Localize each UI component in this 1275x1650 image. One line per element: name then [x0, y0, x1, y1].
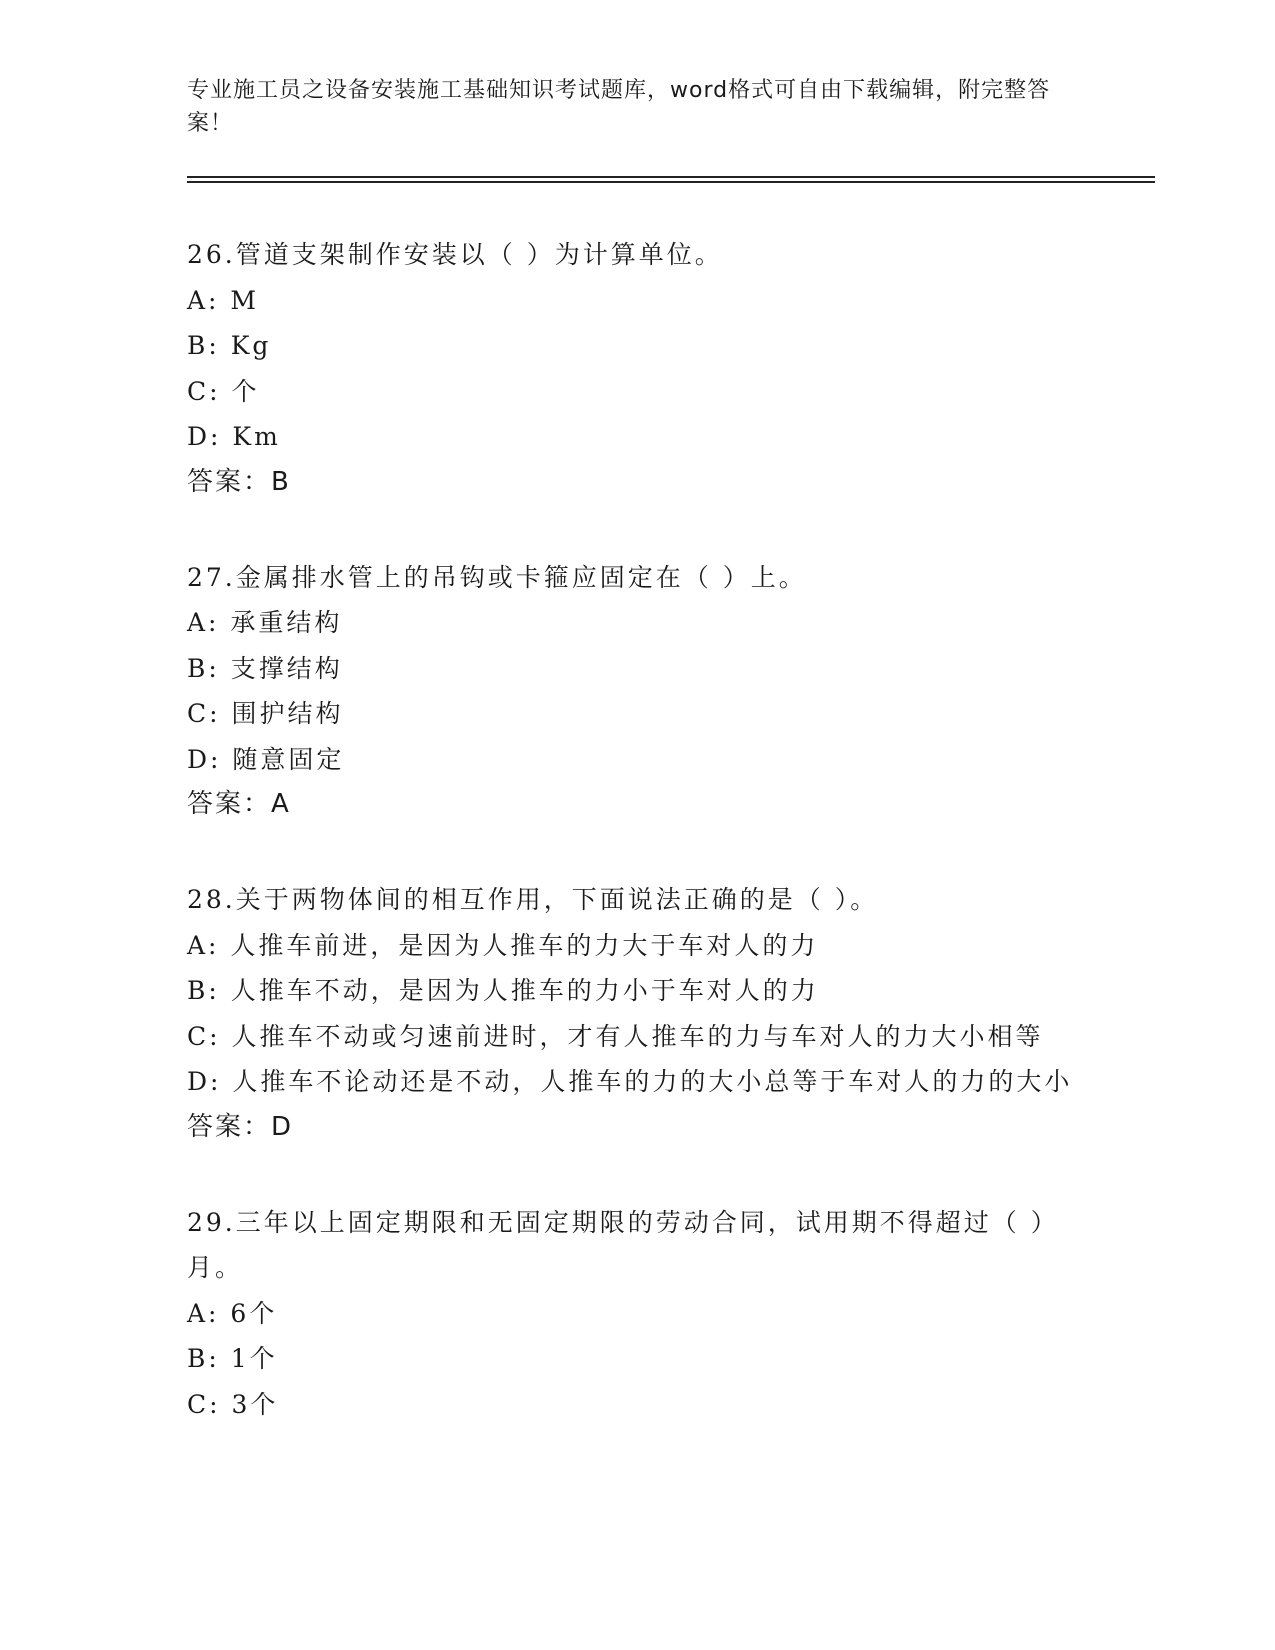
option-a: A: 人推车前进，是因为人推车的力大于车对人的力 [187, 930, 819, 960]
question-stem: 26.管道支架制作安装以（ ）为计算单位。 [187, 240, 723, 269]
answer-value: A [271, 789, 291, 819]
answer-label: 答案： [187, 466, 272, 497]
answer-value: D [271, 1111, 294, 1142]
option-b: B: 支撑结构 [187, 653, 343, 683]
header-divider-bottom [187, 181, 1155, 183]
option-c: C: 围护结构 [187, 699, 344, 728]
option-c: C: 个 [187, 376, 260, 406]
answer-label: 答案： [187, 1111, 272, 1142]
question-27 [187, 555, 1087, 828]
option-d: D: 随意固定 [187, 744, 345, 774]
question-list [187, 232, 1087, 1477]
option-a: A: M [187, 285, 260, 315]
option-b: B: 人推车不动，是因为人推车的力小于车对人的力 [187, 976, 819, 1005]
question-29 [187, 1200, 1087, 1428]
option-a: A: 承重结构 [187, 608, 343, 637]
question-stem: 28.关于两物体间的相互作用，下面说法正确的是（ ）。 [187, 885, 879, 914]
option-c: C: 人推车不动或匀速前进时，才有人推车的力与车对人的力大小相等 [187, 1021, 1044, 1051]
answer-line [187, 1105, 1087, 1150]
option-d: D: 人推车不论动还是不动，人推车的力的大小总等于车对人的力的大小 [187, 1067, 1073, 1096]
option-d: D: Km [187, 422, 281, 451]
question-26 [187, 232, 1087, 505]
option-c: C: 3个 [187, 1389, 279, 1419]
option-b: B: 1个 [187, 1344, 278, 1373]
answer-line [187, 782, 1087, 827]
question-28 [187, 877, 1087, 1150]
header-divider-top [187, 176, 1155, 178]
question-stem: 29.三年以上固定期限和无固定期限的劳动合同，试用期不得超过（ ）月。 [187, 1207, 1059, 1282]
option-a: A: 6个 [187, 1298, 278, 1328]
answer-line [187, 460, 1087, 505]
answer-value: B [271, 466, 291, 497]
option-b: B: Kg [187, 331, 272, 360]
document-header: 专业施工员之设备安装施工基础知识考试题库，word格式可自由下载编辑，附完整答案！ [187, 78, 1051, 136]
question-stem: 27.金属排水管上的吊钩或卡箍应固定在（ ）上。 [187, 562, 807, 592]
answer-label: 答案： [187, 789, 272, 819]
